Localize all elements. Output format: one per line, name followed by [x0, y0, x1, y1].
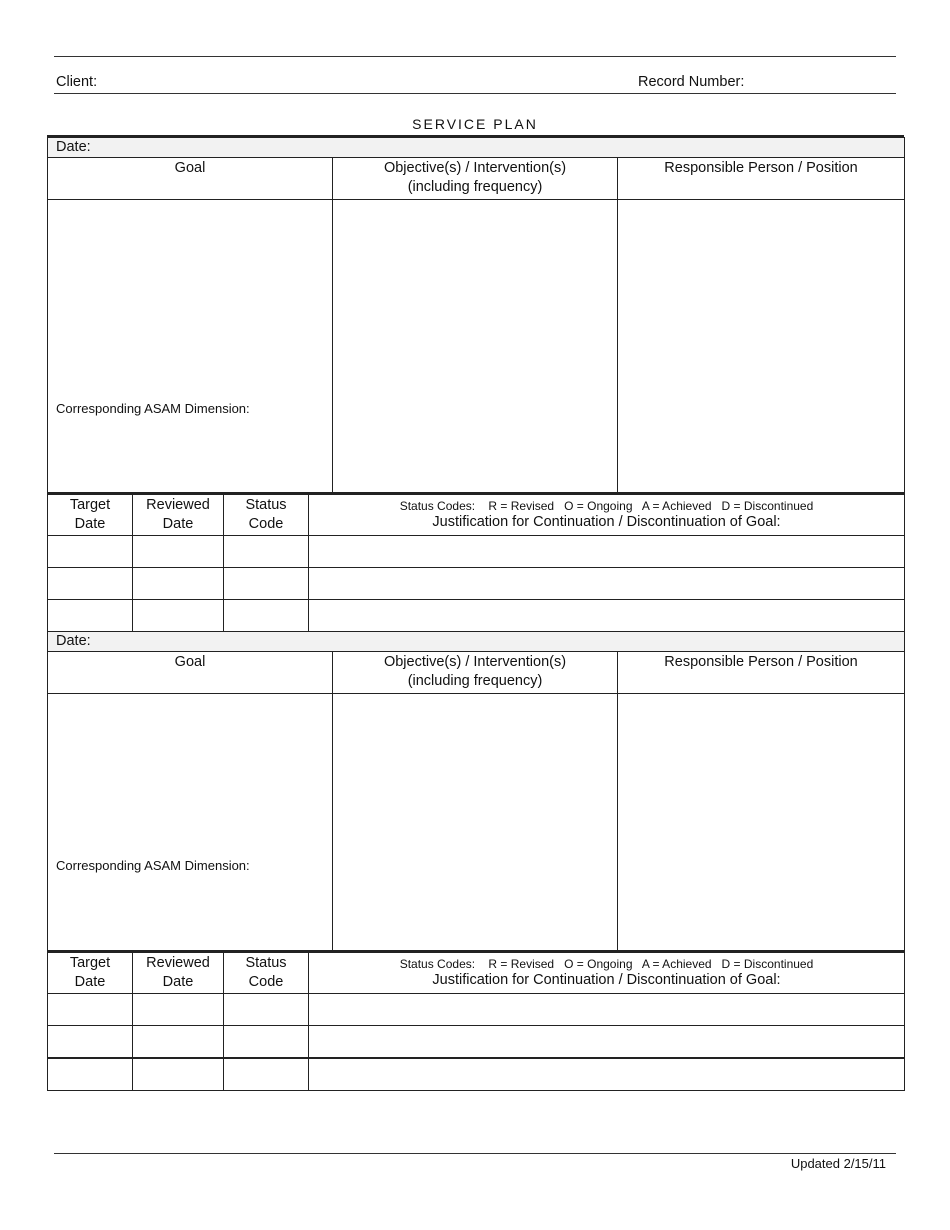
table-row	[48, 1058, 905, 1091]
reviewed-date-cell[interactable]	[133, 1026, 224, 1059]
responsible-cell[interactable]	[618, 694, 905, 951]
target-date-cell[interactable]	[48, 994, 133, 1026]
asam-dimension-label: Corresponding ASAM Dimension:	[56, 858, 250, 873]
justification-label: Justification for Continuation / Discontinuation of Goal:	[432, 972, 781, 988]
table-row	[48, 536, 905, 568]
justification-header	[309, 952, 905, 994]
justification-cell[interactable]	[309, 994, 905, 1026]
status-codes-legend: Status Codes: R = Revised O = Ongoing A = Achieved D = Discontinued	[399, 957, 814, 971]
target-date-cell[interactable]	[48, 568, 133, 600]
status-code-header: Status Code	[224, 952, 309, 994]
responsible-header: Responsible Person / Position	[618, 652, 905, 694]
reviewed-date-cell[interactable]	[133, 600, 224, 632]
client-record-underline	[54, 93, 896, 94]
target-date-cell[interactable]	[48, 1026, 133, 1059]
status-code-cell[interactable]	[224, 600, 309, 632]
objective-cell[interactable]	[333, 200, 618, 493]
justification-cell[interactable]	[309, 568, 905, 600]
objective-header	[333, 158, 618, 200]
objective-header-line2: (including frequency)	[407, 179, 543, 195]
status-code-cell[interactable]	[224, 536, 309, 568]
table-row	[48, 994, 905, 1026]
goal-table-1	[47, 137, 905, 493]
status-code-cell[interactable]	[224, 1058, 309, 1091]
footer-rule	[54, 1153, 896, 1154]
date-field[interactable]: Date:	[48, 138, 905, 158]
page-title: SERVICE PLAN	[412, 116, 538, 132]
goal-cell[interactable]	[48, 694, 333, 951]
updated-date: Updated 2/15/11	[790, 1156, 886, 1171]
reviewed-date-cell[interactable]	[133, 568, 224, 600]
goal-header: Goal	[48, 158, 333, 200]
justification-cell[interactable]	[309, 1026, 905, 1059]
objective-header	[333, 652, 618, 694]
table-row	[48, 1026, 905, 1059]
reviewed-date-header: Reviewed Date	[133, 952, 224, 994]
justification-cell[interactable]	[309, 600, 905, 632]
reviewed-date-cell[interactable]	[133, 1058, 224, 1091]
reviewed-date-cell[interactable]	[133, 536, 224, 568]
status-code-cell[interactable]	[224, 568, 309, 600]
status-codes-legend: Status Codes: R = Revised O = Ongoing A = Achieved D = Discontinued	[399, 499, 814, 513]
asam-dimension-label: Corresponding ASAM Dimension:	[56, 401, 250, 416]
responsible-cell[interactable]	[618, 200, 905, 493]
reviewed-date-header: Reviewed Date	[133, 494, 224, 536]
objective-header-line2: (including frequency)	[407, 673, 543, 689]
client-label: Client:	[56, 74, 98, 90]
goal-section-1	[47, 135, 904, 632]
record-number-label: Record Number:	[638, 74, 745, 90]
target-date-header: Target Date	[48, 494, 133, 536]
status-code-header: Status Code	[224, 494, 309, 536]
goal-header: Goal	[48, 652, 333, 694]
objective-cell[interactable]	[333, 694, 618, 951]
justification-cell[interactable]	[309, 1058, 905, 1091]
target-date-header: Target Date	[48, 952, 133, 994]
objective-header-line1: Objective(s) / Intervention(s)	[383, 654, 567, 670]
goal-section-2	[47, 631, 904, 1091]
responsible-header: Responsible Person / Position	[618, 158, 905, 200]
review-table-1	[47, 493, 905, 632]
justification-header	[309, 494, 905, 536]
top-rule	[54, 56, 896, 57]
status-code-cell[interactable]	[224, 1026, 309, 1059]
status-code-cell[interactable]	[224, 994, 309, 1026]
goal-cell[interactable]	[48, 200, 333, 493]
date-field[interactable]: Date:	[48, 632, 905, 652]
objective-header-line1: Objective(s) / Intervention(s)	[383, 160, 567, 176]
review-table-2	[47, 951, 905, 1091]
table-row	[48, 600, 905, 632]
target-date-cell[interactable]	[48, 600, 133, 632]
justification-label: Justification for Continuation / Discontinuation of Goal:	[432, 514, 781, 530]
justification-cell[interactable]	[309, 536, 905, 568]
reviewed-date-cell[interactable]	[133, 994, 224, 1026]
table-row	[48, 568, 905, 600]
target-date-cell[interactable]	[48, 1058, 133, 1091]
target-date-cell[interactable]	[48, 536, 133, 568]
goal-table-2	[47, 631, 905, 951]
